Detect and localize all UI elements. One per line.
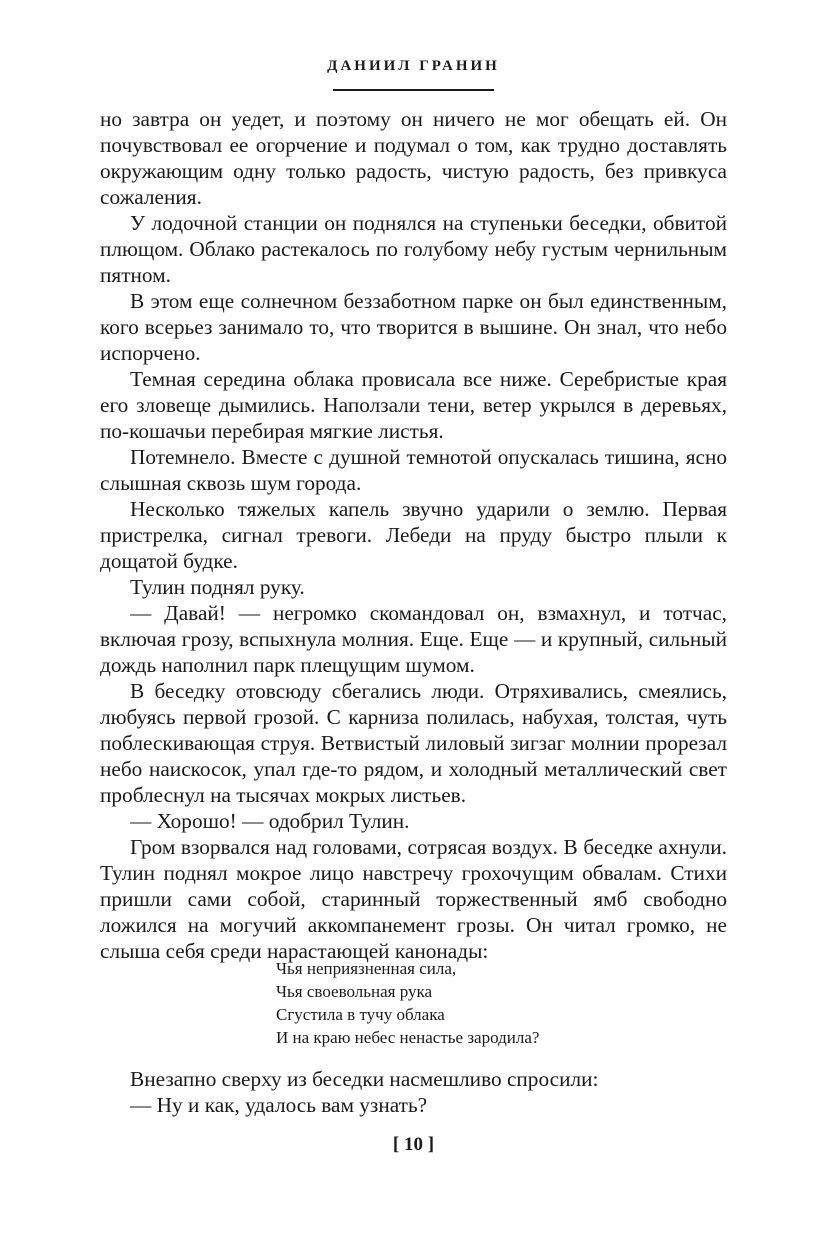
folio-bracket-open: [ (392, 1134, 400, 1155)
running-head-title: ДАНИИЛ ГРАНИН (327, 58, 500, 74)
paragraph: Темная середина облака провисала все ниже. Серебристые края его зловеще дымились. Наползали тени, ветер укрылся в деревьях, по-кошачьи перебирая мягкие листья. (100, 367, 727, 443)
body-text (100, 106, 727, 964)
paragraph: В беседку отовсюду сбегались люди. Отряхивались, смеялись, любуясь первой грозой. С карниза полилась, набухая, толстая, чуть поблескивающая струя. Ветвистый лиловый зигзаг молнии прорезал небо наискосок, упал где-то рядом, и холодный металлический свет проблеснул на тысячах мокрых листьев. (100, 679, 727, 807)
verse-line: Сгустила в тучу облака (276, 1005, 445, 1024)
paragraph: Гром взорвался над головами, сотрясая воздух. В беседке ахнули. Тулин поднял мокрое лицо навстречу грохочущим обвалам. Стихи пришли сами собой, старинный торжественный ямб свободно ложился на могучий аккомпанемент грозы. Он читал громко, не слыша себя среди нарастающей канонады: (100, 835, 727, 963)
verse-line: Чья неприязненная сила, (276, 959, 457, 978)
dialogue-paragraph: — Хорошо! — одобрил Тулин. (130, 809, 410, 833)
header-rule (333, 89, 494, 91)
closing-text (100, 1066, 727, 1118)
paragraph: Внезапно сверху из беседки насмешливо спросили: (130, 1067, 599, 1091)
folio-bracket-close: ] (427, 1134, 435, 1155)
verse-line: И на краю небес ненастье зародила? (276, 1028, 540, 1047)
dialogue-paragraph: — Давай! — негромко скомандовал он, взмахнул, и тотчас, включая грозу, вспыхнула молния. Еще. Еще — и крупный, сильный дождь наполнил парк плещущим шумом. (100, 601, 727, 677)
page-number-value: 10 (404, 1134, 423, 1155)
dialogue-paragraph: — Ну и как, удалось вам узнать? (130, 1093, 428, 1117)
paragraph: У лодочной станции он поднялся на ступеньки беседки, обвитой плющом. Облако растекалось по голубому небу густым чернильным пятном. (100, 211, 727, 287)
verse-block (276, 957, 539, 1049)
paragraph: Несколько тяжелых капель звучно ударили о землю. Первая пристрелка, сигнал тревоги. Лебеди на пруду быстро плыли к дощатой будке. (100, 497, 727, 573)
paragraph: Потемнело. Вместе с душной темнотой опускалась тишина, ясно слышная сквозь шум города. (100, 445, 727, 495)
paragraph: В этом еще солнечном беззаботном парке он был единственным, кого всерьез занимало то, что творится в вышине. Он знал, что небо испорчено. (100, 289, 727, 365)
paragraph: Тулин поднял руку. (130, 575, 305, 599)
verse-line: Чья своевольная рука (276, 982, 433, 1001)
page-number (0, 1134, 827, 1156)
paragraph-continued: но завтра он уедет, и поэтому он ничего не мог обещать ей. Он почувствовал ее огорчение и подумал о том, как трудно доставлять окружающим одну только радость, чистую радость, без привкуса сожаления. (100, 107, 727, 209)
